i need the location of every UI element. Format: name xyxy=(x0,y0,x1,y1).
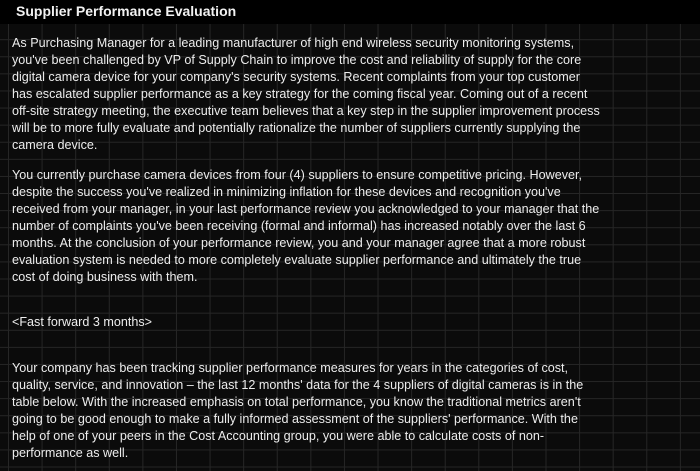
paragraph-line: will be to more fully evaluate and potentially rationalize the number of suppliers currently supplying the xyxy=(12,121,581,135)
paragraph-fast-forward xyxy=(12,314,684,331)
title-bar xyxy=(0,0,700,24)
paragraph-line: off-site strategy meeting, the executive team believes that a key step in the supplier improvement process xyxy=(12,104,600,118)
paragraph-line: received from your manager, in your last performance review you acknowledged to your manager that the xyxy=(12,202,600,216)
paragraph-line: despite the success you've realized in minimizing inflation for these devices and recognition you've xyxy=(12,185,561,199)
paragraph-line: performance as well. xyxy=(12,446,129,460)
paragraph-line: you've been challenged by VP of Supply Chain to improve the cost and reliability of supply for the core xyxy=(12,53,582,67)
paragraph-line: As Purchasing Manager for a leading manufacturer of high end wireless security monitoring systems, xyxy=(12,36,575,50)
paragraph-line: quality, service, and innovation – the last 12 months' data for the 4 suppliers of digital cameras is in the xyxy=(12,378,584,392)
paragraph-line: table below. With the increased emphasis on total performance, you know the traditional metrics aren't xyxy=(12,395,581,409)
paragraph-tracking xyxy=(12,360,684,462)
paragraph-line: going to be good enough to make a fully informed assessment of the suppliers' performance. With the xyxy=(12,412,578,426)
paragraph-current-situation xyxy=(12,167,684,286)
paragraph-line: months. At the conclusion of your performance review, you and your manager agree that a more robust xyxy=(12,236,586,250)
paragraph-line: <Fast forward 3 months> xyxy=(12,315,152,329)
paragraph-intro xyxy=(12,35,684,154)
paragraph-line: cost of doing business with them. xyxy=(12,270,198,284)
paragraph-line: Your company has been tracking supplier performance measures for years in the categories of cost, xyxy=(12,361,569,375)
paragraph-line: evaluation system is needed to more completely evaluate supplier performance and ultimately the true xyxy=(12,253,582,267)
paragraph-line: digital camera device for your company's security systems. Recent complaints from your top customer xyxy=(12,70,580,84)
paragraph-line: number of complaints you've been receiving (formal and informal) has increased notably over the last 6 xyxy=(12,219,586,233)
paragraph-line: help of one of your peers in the Cost Accounting group, you were able to calculate costs of non- xyxy=(12,429,545,443)
paragraph-line: camera device. xyxy=(12,138,98,152)
document-title: Supplier Performance Evaluation xyxy=(16,3,237,19)
paragraph-line: You currently purchase camera devices from four (4) suppliers to ensure competitive pricing. However, xyxy=(12,168,583,182)
paragraph-line: has escalated supplier performance as a key strategy for the coming fiscal year. Coming out of a recent xyxy=(12,87,588,101)
